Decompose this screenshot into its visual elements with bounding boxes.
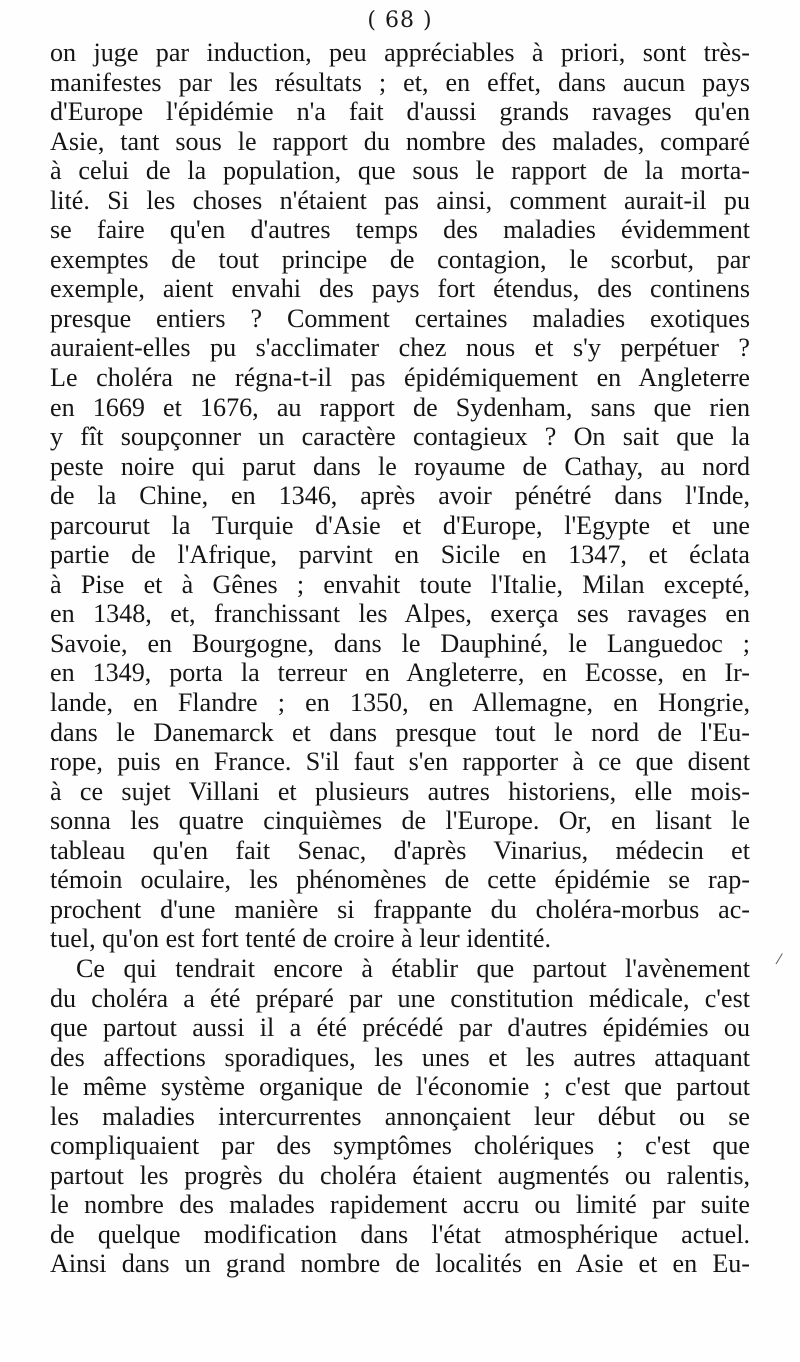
margin-mark: ⁄ <box>778 952 781 968</box>
text-line: lande, en Flandre ; en 1350, en Allemagne, en Hongrie, <box>50 688 750 718</box>
text-line: Savoie, en Bourgogne, dans le Dauphiné, le Languedoc ; <box>50 628 750 658</box>
text-line: Ainsi dans un grand nombre de localités en Asie et en Eu- <box>50 1249 750 1279</box>
text-line: partie de l'Afrique, parvint en Sicile en 1347, et éclata <box>50 540 750 570</box>
text-line: que partout aussi il a été précédé par d'autres épidémies ou <box>50 1013 750 1043</box>
text-line: les maladies intercurrentes annonçaient leur début ou se <box>50 1101 750 1131</box>
text-line: rope, puis en France. S'il faut s'en rapporter à ce que disent <box>50 747 750 777</box>
body-text <box>50 38 750 1279</box>
text-line: des affections sporadiques, les unes et les autres attaquant <box>50 1042 750 1072</box>
text-line: en 1349, porta la terreur en Angleterre, en Ecosse, en Ir- <box>50 658 750 688</box>
text-line: partout les progrès du choléra étaient augmentés ou ralentis, <box>50 1160 750 1190</box>
text-line: du choléra a été préparé par une constitution médicale, c'est <box>50 983 750 1013</box>
text-line: compliquaient par des symptômes cholériques ; c'est que <box>50 1131 750 1161</box>
page-number: ( 68 ) <box>367 8 433 33</box>
text-line: Asie, tant sous le rapport du nombre des malades, comparé <box>50 126 750 156</box>
text-line: de quelque modification dans l'état atmosphérique actuel. <box>50 1219 750 1249</box>
text-line: exemple, aient envahi des pays fort étendus, des continens <box>50 274 750 304</box>
text-line: lité. Si les choses n'étaient pas ainsi, comment aurait-il pu <box>50 185 750 215</box>
text-line: en 1348, et, franchissant les Alpes, exerça ses ravages en <box>50 599 750 629</box>
text-line: à celui de la population, que sous le rapport de la morta- <box>50 156 750 186</box>
text-line: parcourut la Turquie d'Asie et d'Europe, l'Egypte et une <box>50 510 750 540</box>
text-line: à Pise et à Gênes ; envahit toute l'Italie, Milan excepté, <box>50 569 750 599</box>
text-line: tuel, qu'on est fort tenté de croire à leur identité. <box>50 924 552 954</box>
text-line: exemptes de tout principe de contagion, le scorbut, par <box>50 244 750 274</box>
text-line: presque entiers ? Comment certaines maladies exotiques <box>50 303 750 333</box>
text-line: à ce sujet Villani et plusieurs autres historiens, elle mois- <box>50 776 750 806</box>
text-line: se faire qu'en d'autres temps des maladies évidemment <box>50 215 750 245</box>
text-line: sonna les quatre cinquièmes de l'Europe. Or, en lisant le <box>50 806 750 836</box>
text-line: peste noire qui parut dans le royaume de Cathay, au nord <box>50 451 750 481</box>
text-line: témoin oculaire, les phénomènes de cette épidémie se rap- <box>50 865 750 895</box>
text-line: manifestes par les résultats ; et, en effet, dans aucun pays <box>50 67 750 97</box>
text-line: Le choléra ne régna-t-il pas épidémiquement en Angleterre <box>50 363 750 393</box>
text-line: le nombre des malades rapidement accru ou limité par suite <box>50 1190 750 1220</box>
text-line: le même système organique de l'économie ; c'est que partout <box>50 1072 750 1102</box>
text-line: de la Chine, en 1346, après avoir pénétré dans l'Inde, <box>50 481 750 511</box>
text-line: Ce qui tendrait encore à établir que partout l'avènement <box>76 953 750 983</box>
text-line: tableau qu'en fait Senac, d'après Vinarius, médecin et <box>50 835 750 865</box>
text-line: y fît soupçonner un caractère contagieux ? On sait que la <box>50 422 750 452</box>
text-line: auraient-elles pu s'acclimater chez nous et s'y perpétuer ? <box>50 333 750 363</box>
text-line: d'Europe l'épidémie n'a fait d'aussi grands ravages qu'en <box>50 97 750 127</box>
text-line: on juge par induction, peu appréciables à priori, sont très- <box>50 38 750 67</box>
text-line: en 1669 et 1676, au rapport de Sydenham, sans que rien <box>50 392 750 422</box>
text-line: prochent d'une manière si frappante du choléra-morbus ac- <box>50 894 750 924</box>
text-line: dans le Danemarck et dans presque tout le nord de l'Eu- <box>50 717 750 747</box>
